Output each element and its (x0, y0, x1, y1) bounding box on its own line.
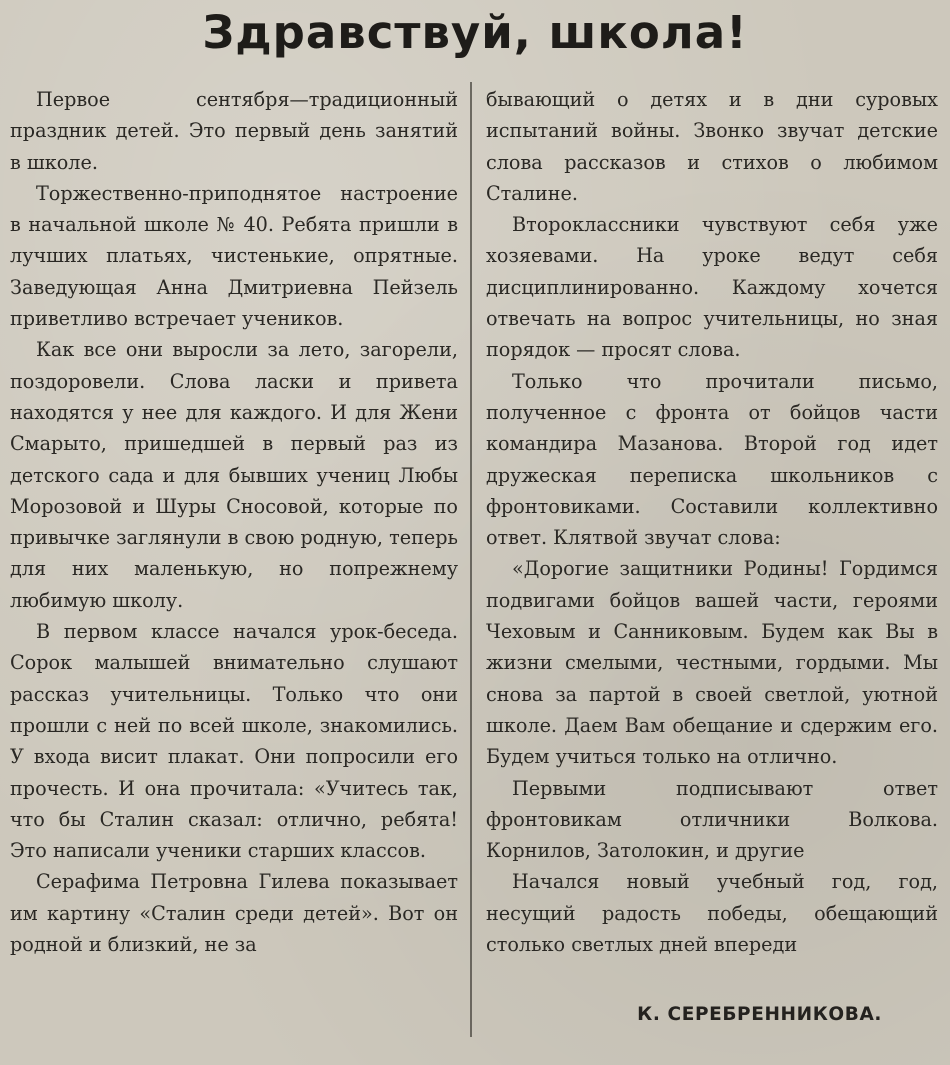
paragraph: В первом классе начался урок-беседа. Сорок малышей внимательно слушают рассказ учительницы. Только что они прошли с ней по всей школе, знакомились. У входа висит плакат. Они попросили его прочесть. И она прочитала: «Учитесь так, что бы Сталин сказал: отлично, ребята! Это написали ученики старших классов. (10, 620, 458, 863)
paragraph-continuation: бывающий о детях и в дни суровых испытаний войны. Звонко звучат детские слова рассказов и стихов о любимом Сталине. (486, 88, 938, 205)
paragraph: Второклассники чувствуют себя уже хозяевами. На уроке ведут себя дисциплинированно. Каждому хочется отвечать на вопрос учительницы, но зная порядок — просят слова. (486, 213, 938, 362)
paragraph: Начался новый учебный год, год, несущий радость победы, обещающий столько светлых дней впереди (486, 870, 938, 957)
paragraph: Первыми подписывают ответ фронтовикам отличники Волкова. Корнилов, Затолокин, и другие (486, 776, 938, 863)
left-column (10, 84, 458, 960)
paragraph: Как все они выросли за лето, загорели, поздоровели. Слова ласки и привета находятся у нее для каждого. И для Жени Смарыто, пришедшей в первый раз из детского сада и для бывших учениц Любы Морозовой и Шуры Сносовой, которые по привычке заглянули в свою родную, теперь для них маленькую, но попрежнему любимую школу. (10, 338, 458, 612)
column-divider (470, 82, 472, 1037)
headline: Здравствуй, школа! (202, 6, 748, 59)
paragraph: Торжественно-приподнятое настроение в начальной школе № 40. Ребята пришли в лучших платьях, чистенькие, опрятные. Заведующая Анна Дмитриевна Пейзель приветливо встречает учеников. (10, 181, 458, 331)
paragraph: Только что прочитали письмо, полученное с фронта от бойцов части командира Мазанова. Второй год идет дружеская переписка школьников с фронтовиками. Составили коллективно ответ. Клятвой звучат слова: (486, 369, 938, 550)
paragraph: «Дорогие защитники Родины! Гордимся подвигами бойцов вашей части, героями Чеховым и Санниковым. Будем как Вы в жизни смелыми, честными, гордыми. Мы снова за партой в своей светлой, уютной школе. Даем Вам обещание и сдержим его. Будем учиться только на отлично. (486, 557, 938, 769)
paragraph: Первое сентября—традиционный праздник детей. Это первый день занятий в школе. (10, 88, 458, 174)
paragraph: Серафима Петровна Гилева показывает им картину «Сталин среди детей». Вот он родной и близкий, не за (10, 870, 458, 957)
author-signature: К. СЕРЕБРЕННИКОВА. (637, 1004, 882, 1025)
right-column (486, 84, 938, 960)
